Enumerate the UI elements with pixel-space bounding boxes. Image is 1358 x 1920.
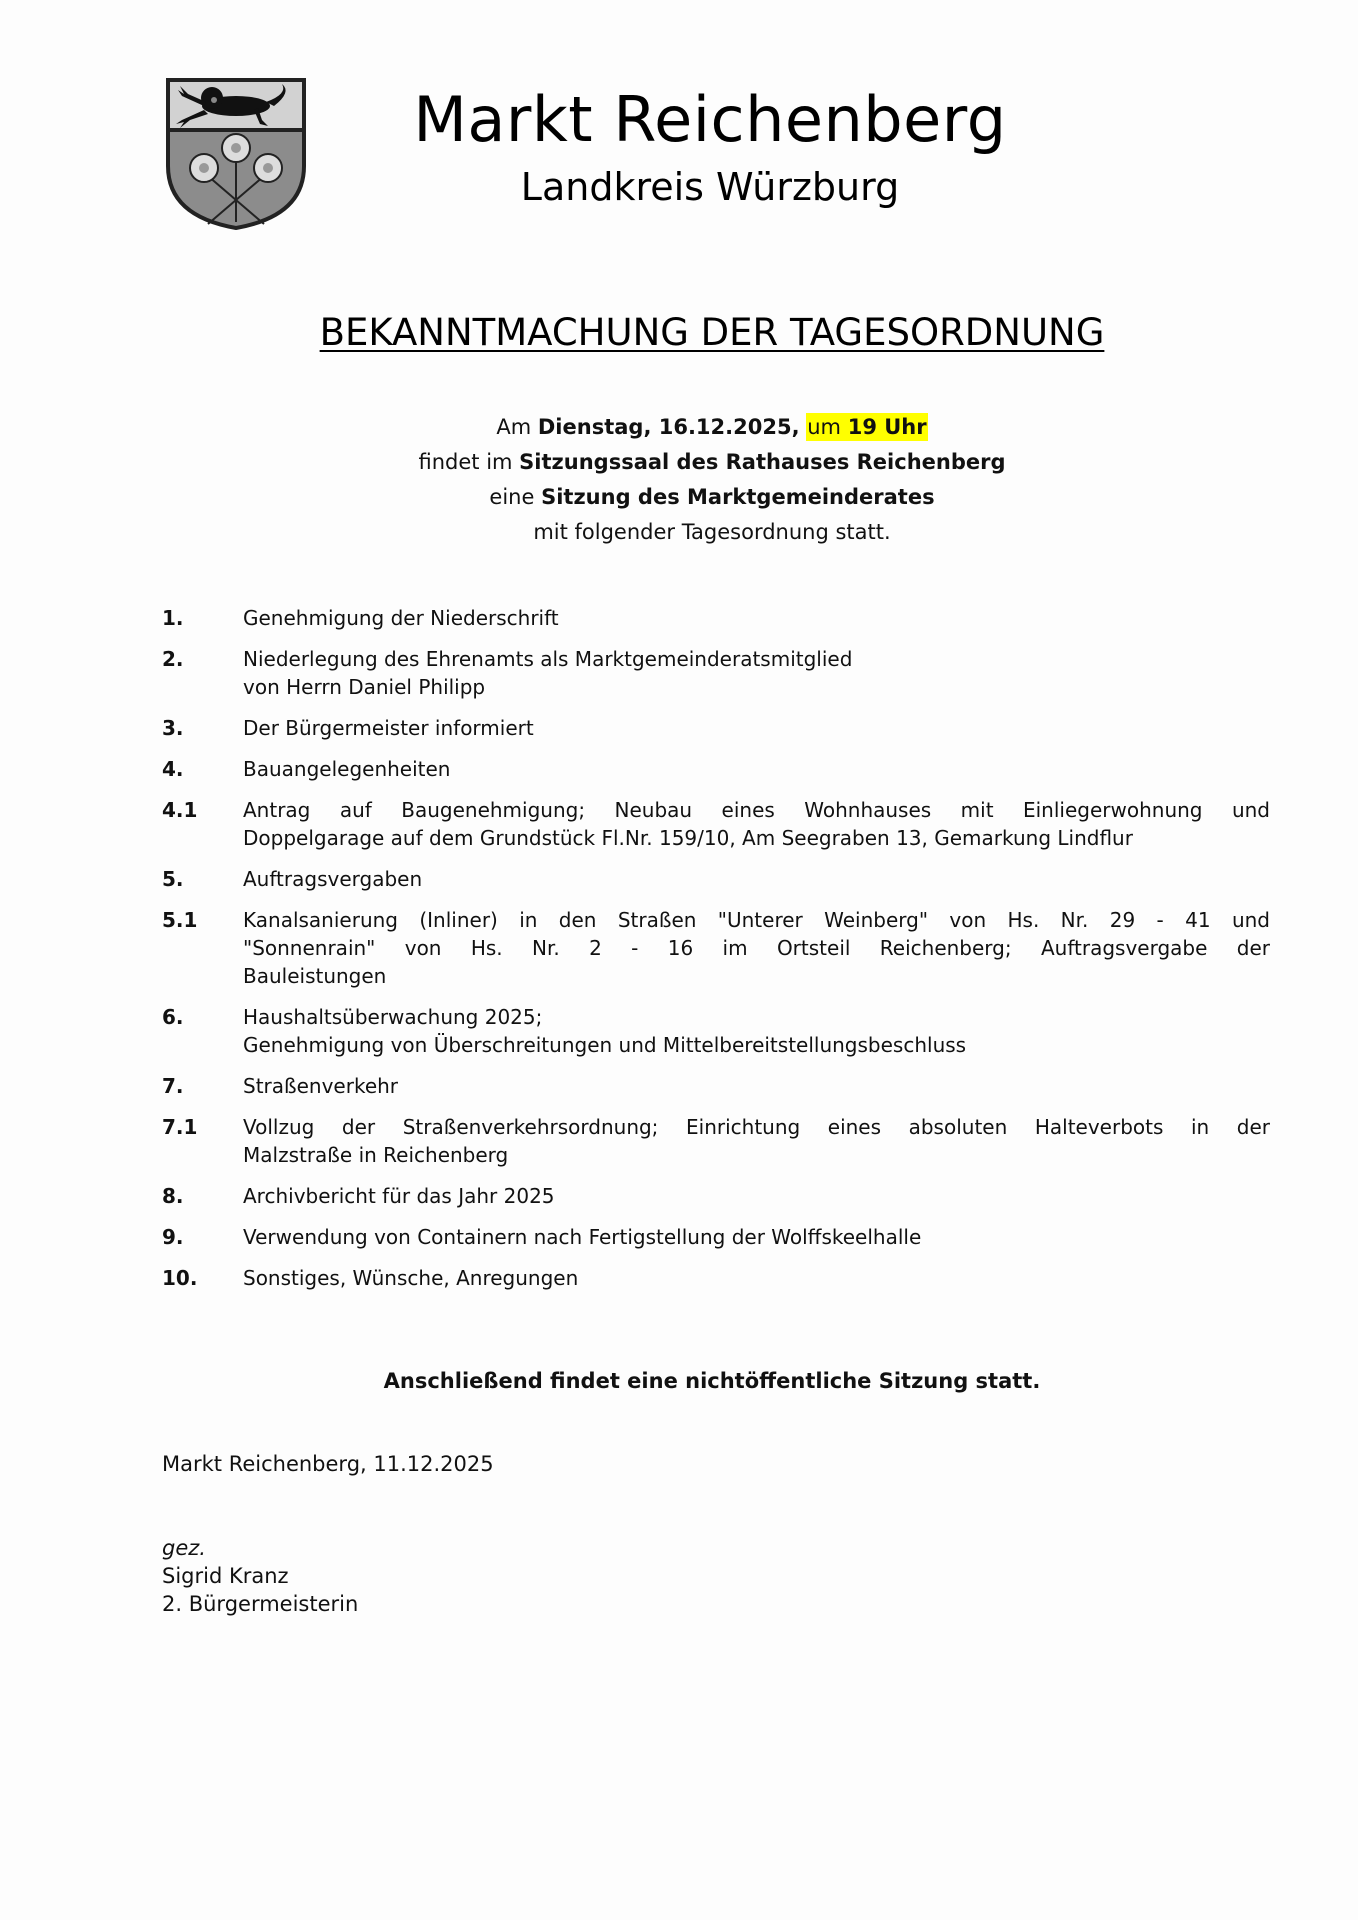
- closing-note: Anschließend findet eine nichtöffentliche Sitzung statt.: [383, 1369, 1041, 1393]
- agenda-item: [162, 906, 1270, 990]
- signatory-role: 2. Bürgermeisterin: [162, 1592, 359, 1616]
- agenda-item-number: 5.1: [162, 908, 198, 932]
- signature-block: [162, 1534, 358, 1618]
- signatory-name: Sigrid Kranz: [162, 1564, 289, 1588]
- agenda-item-line: Archivbericht für das Jahr 2025: [243, 1184, 555, 1208]
- agenda-item-line: Antrag auf Baugenehmigung; Neubau eines Wohnhauses mit Einliegerwohnung und: [243, 798, 1270, 822]
- agenda-item-line: Niederlegung des Ehrenamts als Marktgemeinderatsmitglied: [243, 647, 853, 671]
- meeting-type: Sitzung des Marktgemeinderates: [541, 485, 935, 509]
- document-title: [0, 306, 1358, 360]
- signature-gez: gez.: [162, 1536, 206, 1560]
- agenda-item-line: Bauangelegenheiten: [243, 757, 451, 781]
- organization-name: Markt Reichenberg: [413, 83, 1007, 156]
- agenda-item: [162, 1182, 1270, 1210]
- intro-text: findet im: [418, 450, 520, 474]
- agenda-item: [162, 755, 1270, 783]
- agenda-item: [162, 645, 1270, 701]
- agenda-item: [162, 1113, 1270, 1169]
- place-and-date: Markt Reichenberg, 11.12.2025: [162, 1452, 494, 1476]
- meeting-time: 19 Uhr: [847, 415, 927, 439]
- agenda-item-line: Kanalsanierung (Inliner) in den Straßen "Unterer Weinberg" von Hs. Nr. 29 - 41 und: [243, 908, 1270, 932]
- intro-text: eine: [489, 485, 542, 509]
- agenda-item-text: [243, 755, 1270, 783]
- agenda-item-line: Straßenverkehr: [243, 1074, 399, 1098]
- agenda-item-text: [243, 906, 1270, 990]
- agenda-item-line: Der Bürgermeister informiert: [243, 716, 534, 740]
- agenda-item-text: [243, 865, 1270, 893]
- agenda-item: [162, 865, 1270, 893]
- agenda-item-number: 2.: [162, 647, 184, 671]
- agenda-item-line: Haushaltsüberwachung 2025;: [243, 1005, 543, 1029]
- agenda-item-text: [243, 1113, 1270, 1169]
- agenda-item: [162, 1003, 1270, 1059]
- agenda-item-text: [243, 604, 1270, 632]
- agenda-item-line: Genehmigung der Niederschrift: [243, 606, 559, 630]
- agenda-item-line: Bauleistungen: [243, 964, 387, 988]
- agenda-item-number: 3.: [162, 716, 184, 740]
- agenda-item-number: 1.: [162, 606, 184, 630]
- agenda-item: [162, 714, 1270, 742]
- agenda-item-line: Genehmigung von Überschreitungen und Mittelbereitstellungsbeschluss: [243, 1033, 967, 1057]
- intro-line-meeting: [0, 480, 1358, 515]
- agenda-item-number: 6.: [162, 1005, 184, 1029]
- agenda-item-line: "Sonnenrain" von Hs. Nr. 2 - 16 im Ortsteil Reichenberg; Auftragsvergabe der: [243, 936, 1270, 960]
- intro-line-location: [0, 445, 1358, 480]
- meeting-intro: [0, 410, 1358, 550]
- agenda-item-number: 4.: [162, 757, 184, 781]
- agenda-item: [162, 1223, 1270, 1251]
- agenda-item-line: Vollzug der Straßenverkehrsordnung; Einrichtung eines absoluten Halteverbots in der: [243, 1115, 1270, 1139]
- agenda-item-line: von Herrn Daniel Philipp: [243, 675, 486, 699]
- agenda-item-text: [243, 1072, 1270, 1100]
- document-title-text: BEKANNTMACHUNG DER TAGESORDNUNG: [319, 311, 1105, 354]
- meeting-time-highlight: [806, 413, 927, 441]
- agenda-item-number: 7.: [162, 1074, 184, 1098]
- agenda-item: [162, 796, 1270, 852]
- intro-text: um: [807, 415, 848, 439]
- meeting-date: Dienstag, 16.12.2025,: [537, 415, 800, 439]
- agenda-item-line: Auftragsvergaben: [243, 867, 423, 891]
- agenda-item-number: 4.1: [162, 798, 198, 822]
- agenda-item-number: 5.: [162, 867, 184, 891]
- agenda-item-line: Malzstraße in Reichenberg: [243, 1143, 509, 1167]
- agenda-item: [162, 1264, 1270, 1292]
- agenda-item-text: [243, 1182, 1270, 1210]
- agenda-item: [162, 1072, 1270, 1100]
- agenda-item-text: [243, 1264, 1270, 1292]
- agenda-item-text: [243, 796, 1270, 852]
- agenda-item-number: 9.: [162, 1225, 184, 1249]
- intro-text: Am: [496, 415, 538, 439]
- agenda-item-line: Doppelgarage auf dem Grundstück Fl.Nr. 159/10, Am Seegraben 13, Gemarkung Lindflur: [243, 826, 1133, 850]
- district-name: Landkreis Würzburg: [520, 165, 900, 209]
- intro-line-date: [0, 410, 1358, 445]
- agenda-item-number: 7.1: [162, 1115, 198, 1139]
- meeting-location: Sitzungssaal des Rathauses Reichenberg: [519, 450, 1006, 474]
- intro-line-agenda: mit folgender Tagesordnung statt.: [533, 520, 891, 544]
- agenda-item-number: 8.: [162, 1184, 184, 1208]
- agenda-item-number: 10.: [162, 1266, 198, 1290]
- agenda-item-text: [243, 714, 1270, 742]
- agenda-item: [162, 604, 1270, 632]
- agenda-item-text: [243, 1003, 1270, 1059]
- agenda-item-text: [243, 645, 1270, 701]
- agenda-item-line: Sonstiges, Wünsche, Anregungen: [243, 1266, 579, 1290]
- agenda-item-line: Verwendung von Containern nach Fertigstellung der Wolffskeelhalle: [243, 1225, 922, 1249]
- agenda-item-text: [243, 1223, 1270, 1251]
- agenda-list: [162, 604, 1270, 1305]
